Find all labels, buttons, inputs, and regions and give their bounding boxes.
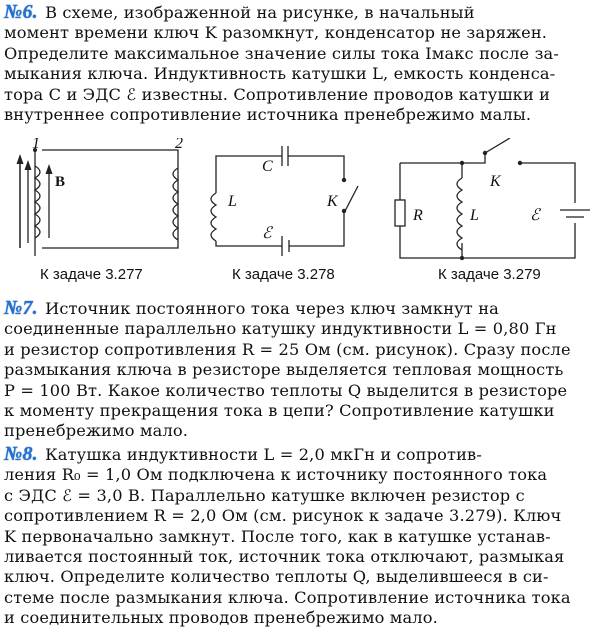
problem-6-line-1: №6. В схеме, изображенной на рисунке, в начальный [4,1,475,23]
fig2-label-L: L [228,193,237,210]
problem-8-line-4: сопротивлением R = 2,0 Ом (см. рисунок к задаче 3.279). Ключ [4,506,562,526]
figures-row [0,138,599,298]
fig1-label-1: 1 [32,138,40,152]
fig3-label-R: R [413,207,423,224]
problem-8-text [4,444,595,629]
problem-7-line-7: пренебрежимо мало. [4,421,189,441]
problem-8-line-7: ключ. Определите количество теплоты Q, выделившееся в си- [4,567,549,587]
fig2-label-K: K [327,193,338,210]
fig1-label-B: B [55,174,66,190]
problem-8-number: №8. [4,443,38,465]
problem-8-line-1: №8. Катушка индуктивности L = 2,0 мкГн и сопротив- [4,443,482,465]
problem-8-line-5: K первоначально замкнут. После того, как в катушке устанав- [4,526,551,546]
problem-7-line-3: и резистор сопротивления R = 25 Ом (см. рисунок). Сразу после [4,339,571,359]
problem-6-line-5: тора C и ЭДС ℰ известны. Сопротивление проводов катушки и [4,84,551,104]
problem-7-number: №7. [4,297,38,319]
problem-6-line-2: момент времени ключ K разомкнут, конденсатор не заряжен. [4,23,548,43]
problem-8-line-2: ления R₀ = 1,0 Ом подключена к источнику постоянного тока [4,465,548,485]
fig3-label-K: K [490,173,501,190]
problem-6-number: №6. [4,1,38,23]
problem-6-line-4: мыкания ключа. Индуктивность катушки L, емкость конденса- [4,64,556,84]
fig2-label-E: ℰ [262,225,272,242]
caption-3-279: К задаче 3.279 [438,266,541,283]
figure-3-277-diagram [20,150,178,256]
problem-6-text [4,2,595,125]
fig3-label-E: ℰ [530,207,540,224]
problem-7-text [4,298,595,442]
caption-3-278: К задаче 3.278 [232,266,335,283]
problem-8-line-6: ливается постоянный ток, источник тока отключают, размыкая [4,547,565,567]
problem-8-line-3: с ЭДС ℰ = 3,0 В. Параллельно катушке включен резистор с [4,485,525,505]
problem-8-line-8: стеме после размыкания ключа. Сопротивление источника тока [4,587,571,607]
problem-7-line-6: к моменту прекращения тока в цепи? Сопротивление катушки [4,401,555,421]
problem-6-line-6: внутреннее сопротивление источника пренебрежимо малы. [4,105,532,125]
problem-7-line-5: P = 100 Вт. Какое количество теплоты Q выделится в резисторе [4,380,568,400]
fig2-label-C: C [262,158,273,175]
caption-3-277: К задаче 3.277 [40,266,143,283]
problem-6-line-3: Определите максимальное значение силы тока Iмакс после за- [4,43,559,63]
fig3-label-L: L [470,207,479,224]
figure-3-279-diagram [395,138,590,258]
problem-7-line-4: размыкания ключа в резисторе выделяется тепловая мощность [4,360,564,380]
problem-8-line-9: и соединительных проводов пренебрежимо мало. [4,608,438,628]
problem-7-line-2: соединенные параллельно катушку индуктивности L = 0,80 Гн [4,319,557,339]
problem-7-line-1: №7. Источник постоянного тока через ключ замкнут на [4,297,499,319]
fig1-label-2: 2 [175,138,183,152]
